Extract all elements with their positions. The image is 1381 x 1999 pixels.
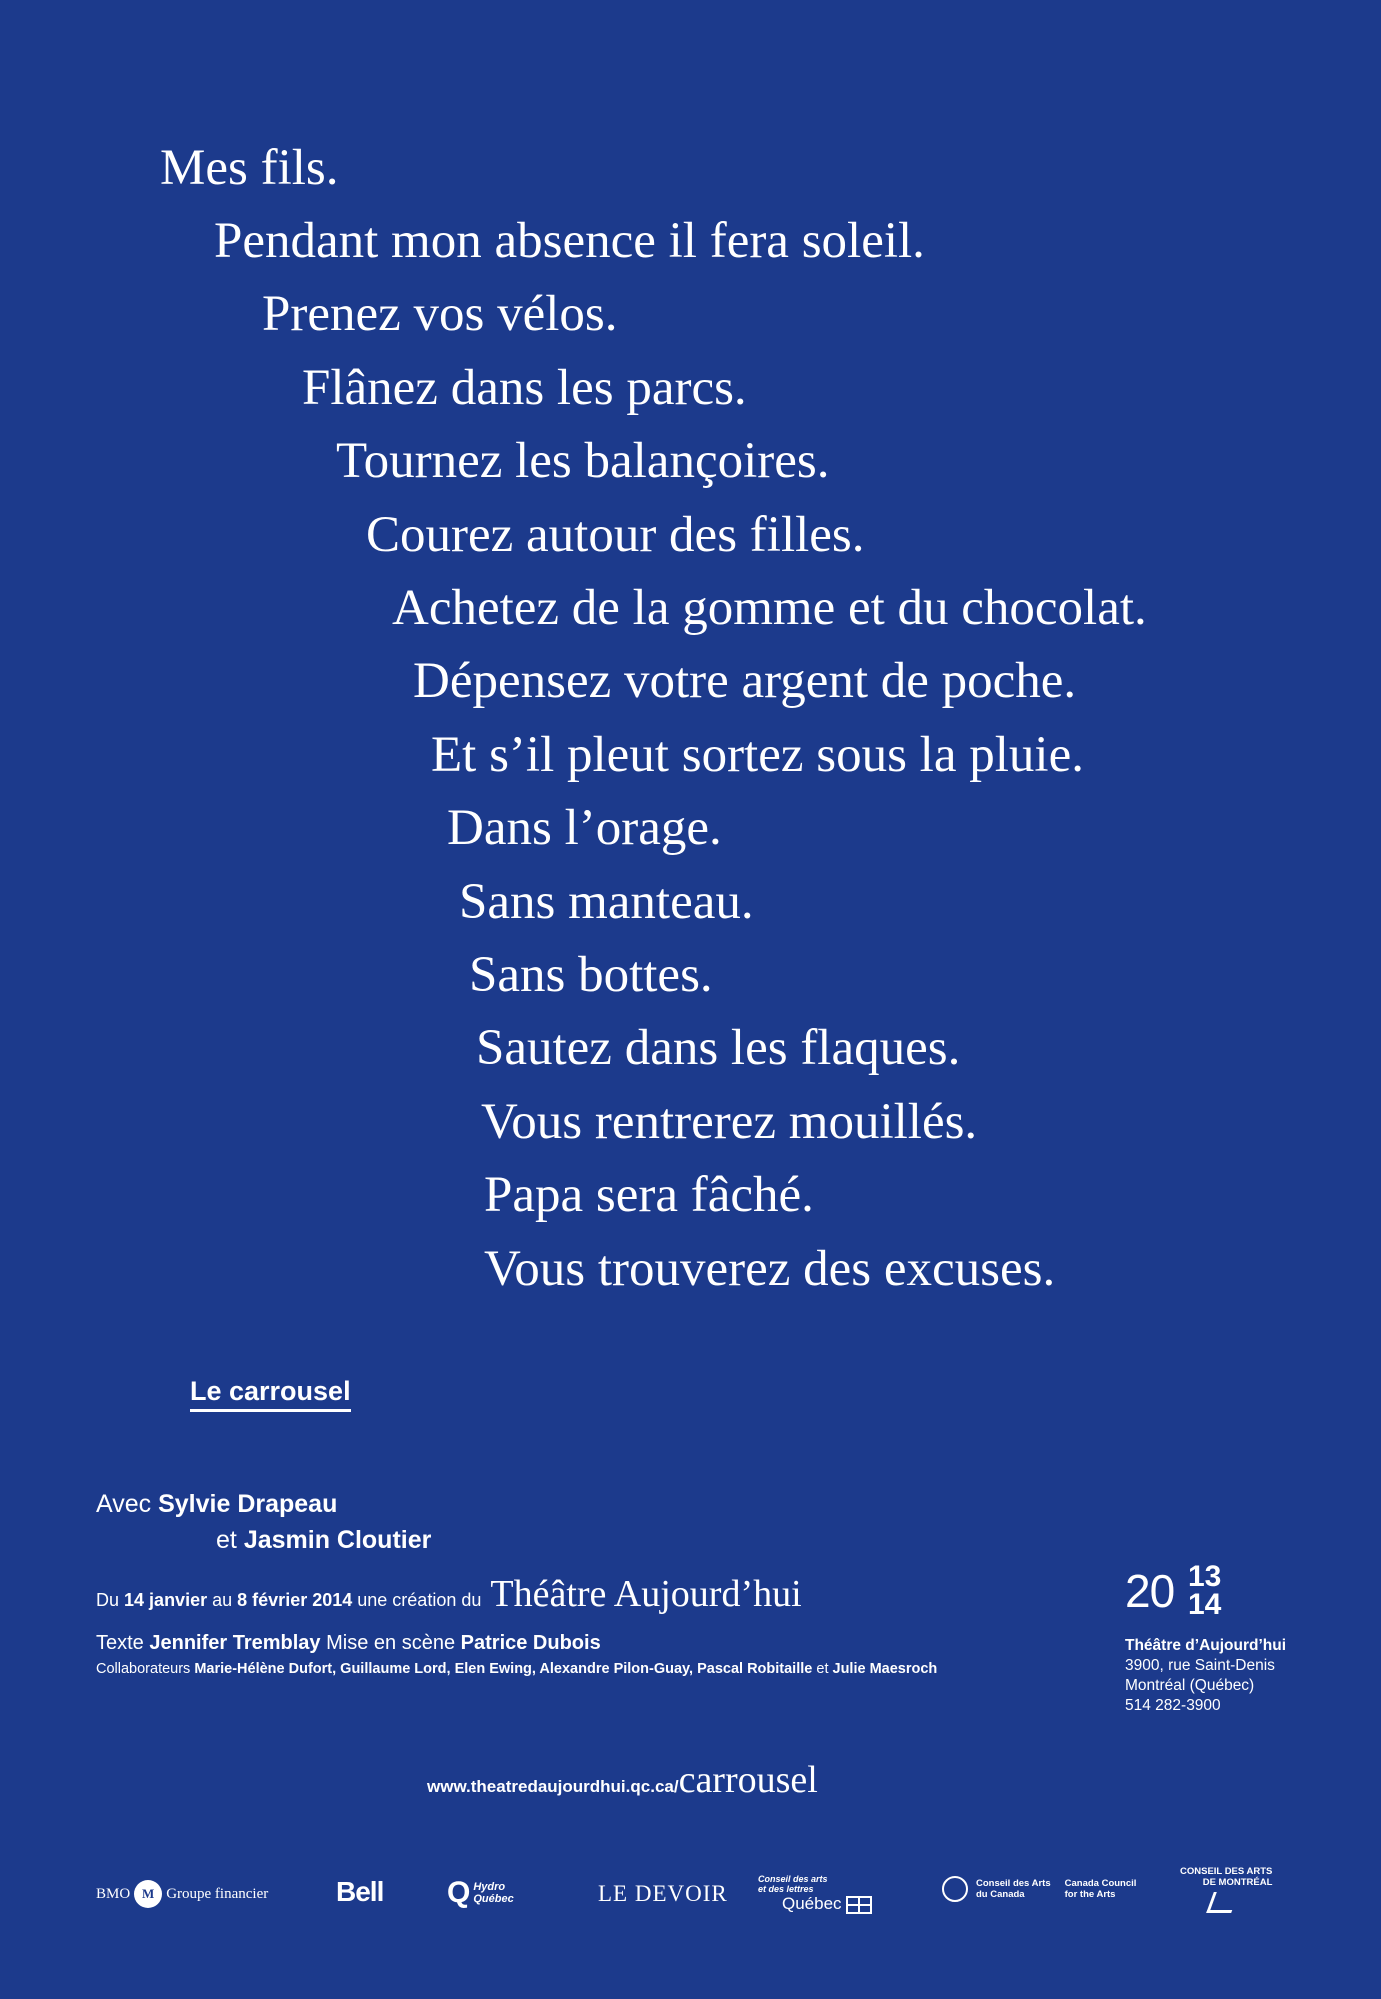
- play-title: Le carrousel: [190, 1376, 351, 1412]
- bmo-abbr: BMO: [96, 1885, 131, 1902]
- url-page: carrousel: [678, 1759, 818, 1801]
- poem-line: Sautez dans les flaques.: [476, 1020, 961, 1076]
- poem-line: Dans l’orage.: [447, 800, 722, 856]
- bell-logo: Bell: [336, 1876, 384, 1907]
- cac-en: [1065, 1878, 1137, 1900]
- hydro-quebec-logo: [447, 1876, 514, 1910]
- season-year-c: 14: [1188, 1588, 1222, 1621]
- run-dates: [96, 1572, 802, 1616]
- cac-line-1: Conseil des Arts: [976, 1878, 1051, 1889]
- poem-line: Prenez vos vélos.: [262, 286, 618, 342]
- cast-conjunction: et: [216, 1526, 237, 1554]
- bmo-roundel-icon: M: [134, 1880, 162, 1908]
- creation-text: une création du: [357, 1590, 482, 1610]
- mise-en-scene-label: Mise en scène: [326, 1632, 456, 1654]
- le-devoir-logo: LE DEVOIR: [598, 1881, 728, 1906]
- poem-line: Pendant mon absence il fera soleil.: [214, 213, 925, 269]
- calq-line-1: Conseil des arts: [758, 1874, 828, 1884]
- cca-line-1: Canada Council: [1064, 1878, 1137, 1889]
- end-date: 8 février 2014: [237, 1590, 353, 1610]
- texte-label: Texte: [96, 1632, 144, 1654]
- poem-line: Sans bottes.: [469, 947, 713, 1003]
- poem-line: Courez autour des filles.: [366, 507, 865, 563]
- dates-au: au: [212, 1590, 233, 1610]
- cam-line-2: DE MONTRÉAL: [1202, 1877, 1273, 1888]
- canada-council-tree-icon: [942, 1876, 968, 1902]
- calq-line-2: et des lettres: [758, 1884, 814, 1894]
- cac-fr: [976, 1878, 1051, 1900]
- dates-du: Du: [96, 1590, 120, 1610]
- cast-prefix: Avec: [96, 1490, 152, 1518]
- address-city: Montréal (Québec): [1125, 1677, 1255, 1694]
- cast-line-2: [216, 1526, 431, 1555]
- collab-last-name: Julie Maesroch: [832, 1661, 938, 1677]
- collab-label: Collaborateurs: [96, 1661, 191, 1677]
- quebec-flag-icon: [846, 1896, 872, 1914]
- collab-names: Marie-Hélène Dufort, Guillaume Lord, Elen Ewing, Alexandre Pilon-Guay, Pascal Robitaille: [194, 1661, 813, 1677]
- collab-et: et: [816, 1661, 829, 1677]
- director-name: Patrice Dubois: [460, 1632, 601, 1654]
- author-name: Jennifer Tremblay: [149, 1632, 321, 1654]
- theatre-address: [1125, 1636, 1286, 1716]
- url-base: www.theatredaujourdhui.qc.ca/: [427, 1777, 679, 1796]
- poem-line: Tournez les balançoires.: [336, 433, 830, 489]
- poem-line: Mes fils.: [160, 140, 339, 196]
- theatre-name: Théâtre Aujourd’hui: [490, 1573, 802, 1615]
- cam-mark-icon: [1206, 1892, 1239, 1913]
- hydro-line-2: Québec: [473, 1893, 514, 1905]
- hydro-line-1: Hydro: [473, 1881, 506, 1893]
- season-year-b: 13: [1188, 1560, 1222, 1593]
- cac-line-2: du Canada: [976, 1889, 1025, 1900]
- poem-line: Vous trouverez des excuses.: [484, 1241, 1056, 1297]
- bmo-logo: [96, 1880, 268, 1908]
- season-logo: [1125, 1560, 1245, 1622]
- hydro-q-icon: Q: [447, 1876, 471, 1909]
- poem-line: Flânez dans les parcs.: [302, 360, 747, 416]
- poem-line: Sans manteau.: [459, 874, 754, 930]
- poem-line: Achetez de la gomme et du chocolat.: [392, 580, 1147, 636]
- poem-line: Et s’il pleut sortez sous la pluie.: [431, 727, 1084, 783]
- hydro-text: [473, 1881, 513, 1905]
- actor-name: Sylvie Drapeau: [158, 1490, 338, 1518]
- poem-line: Dépensez votre argent de poche.: [413, 653, 1077, 709]
- canada-council-logo: [942, 1876, 1136, 1902]
- cam-logo: [1180, 1866, 1272, 1913]
- website-link[interactable]: [427, 1758, 818, 1802]
- bmo-name: Groupe financier: [166, 1885, 269, 1902]
- start-date: 14 janvier: [124, 1590, 208, 1610]
- calq-logo: [758, 1874, 872, 1914]
- poem-line: Papa sera fâché.: [484, 1167, 814, 1223]
- address-street: 3900, rue Saint-Denis: [1125, 1657, 1275, 1674]
- poem-line: Vous rentrerez mouillés.: [481, 1094, 978, 1150]
- cam-line-1: CONSEIL DES ARTS: [1180, 1866, 1273, 1877]
- address-phone: 514 282-3900: [1125, 1697, 1221, 1714]
- address-name: Théâtre d’Aujourd’hui: [1125, 1637, 1287, 1654]
- cca-line-2: for the Arts: [1064, 1889, 1116, 1900]
- season-year-a: 20: [1125, 1565, 1175, 1617]
- cast-line-1: [96, 1490, 337, 1519]
- credits: [96, 1632, 601, 1655]
- calq-quebec: Québec: [782, 1894, 842, 1913]
- actor-name: Jasmin Cloutier: [243, 1526, 432, 1554]
- collaborators: [96, 1661, 937, 1677]
